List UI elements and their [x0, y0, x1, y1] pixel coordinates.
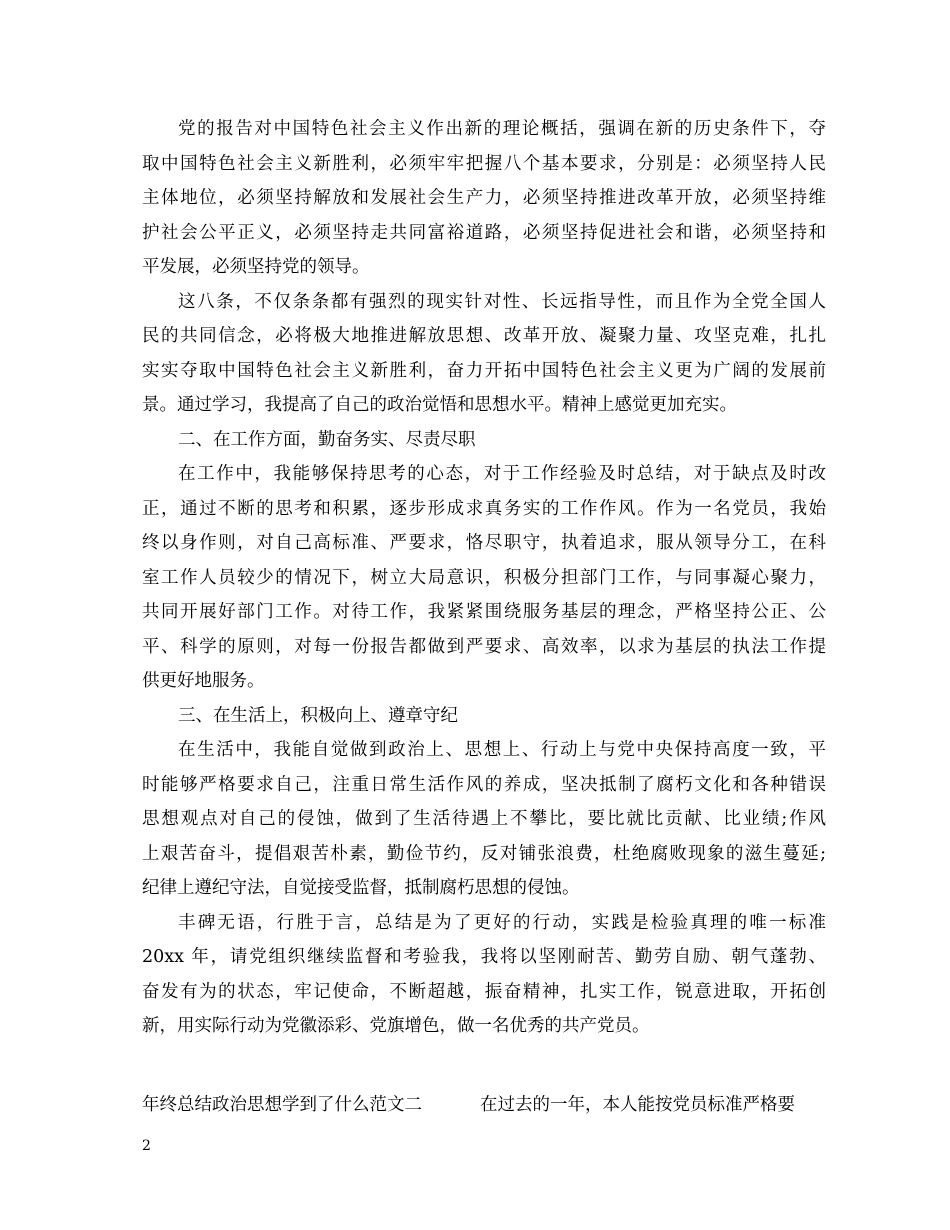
text-line: 取中国特色社会主义新胜利，必须牢牢把握八个基本要求，分别是：必须坚持人民: [142, 153, 826, 174]
document-body: [142, 112, 826, 1044]
text-line: 室工作人员较少的情况下，树立大局意识，积极分担部门工作，与同事凝心聚力，: [142, 567, 826, 588]
text-line: 奋发有为的状态，牢记使命，不断超越，振奋精神，扎实工作，锐意进取，开拓创: [142, 981, 826, 1002]
text-line: 正，通过不断的思考和积累，逐步形成求真务实的工作作风。作为一名党员，我始: [142, 498, 826, 519]
section-title: 年终总结政治思想学到了什么范文二: [142, 1095, 422, 1115]
text-line: 上艰苦奋斗，提倡艰苦朴素，勤俭节约，反对铺张浪费，杜绝腐败现象的滋生蔓延;: [142, 843, 826, 864]
text-line: 三、在生活上，积极向上、遵章守纪: [178, 705, 458, 726]
text-line: 时能够严格要求自己，注重日常生活作风的养成，坚决抵制了腐朽文化和各种错误: [142, 774, 826, 795]
next-section-line: [142, 1088, 826, 1123]
section-intro-text: 在过去的一年，本人能按党员标准严格要: [480, 1095, 795, 1115]
text-line: 护社会公平正义，必须坚持走共同富裕道路，必须坚持促进社会和谐，必须坚持和: [142, 222, 826, 243]
text-line: 供更好地服务。: [142, 671, 265, 691]
text-line: 纪律上遵纪守法，自觉接受监督，抵制腐朽思想的侵蚀。: [142, 878, 580, 898]
text-line: 丰碑无语，行胜于言，总结是为了更好的行动，实践是检验真理的唯一标准: [178, 912, 826, 933]
text-line: 共同开展好部门工作。对待工作，我紧紧围绕服务基层的理念，严格坚持公正、公: [142, 602, 826, 622]
text-line: 景。通过学习，我提高了自己的政治觉悟和思想水平。精神上感觉更加充实。: [142, 395, 737, 415]
text-line: 新，用实际行动为党徽添彩、党旗增色，做一名优秀的共产党员。: [142, 1016, 650, 1036]
text-line: 主体地位，必须坚持解放和发展社会生产力，必须坚持推进改革开放，必须坚持维: [142, 188, 826, 208]
text-line: 平、科学的原则，对每一份报告都做到严要求、高效率，以求为基层的执法工作提: [142, 636, 826, 657]
text-line: 这八条，不仅条条都有强烈的现实针对性、长远指导性，而且作为全党全国人: [178, 291, 826, 312]
text-line: 20xx 年，请党组织继续监督和考验我，我将以坚刚耐苦、勤劳自励、朝气蓬勃、: [142, 947, 826, 967]
text-line: 二、在工作方面，勤奋务实、尽责尽职: [178, 429, 476, 450]
text-line: 平发展，必须坚持党的领导。: [142, 257, 370, 277]
text-line: 民的共同信念，必将极大地推进解放思想、改革开放、凝聚力量、攻坚克难，扎扎: [142, 326, 826, 346]
text-line: 党的报告对中国特色社会主义作出新的理论概括，强调在新的历史条件下，夺: [178, 119, 826, 139]
page-number: 2: [142, 1138, 151, 1154]
text-line: 思想观点对自己的侵蚀，做到了生活待遇上不攀比，要比就比贡献、比业绩;作风: [142, 809, 826, 829]
text-line: 终以身作则，对自己高标准、严要求，恪尽职守，执着追求，服从领导分工，在科: [142, 533, 826, 553]
text-line: 在工作中，我能够保持思考的心态，对于工作经验及时总结，对于缺点及时改: [178, 464, 826, 484]
text-line: 在生活中，我能自觉做到政治上、思想上、行动上与党中央保持高度一致，平: [178, 740, 826, 760]
text-line: 实实夺取中国特色社会主义新胜利，奋力开拓中国特色社会主义更为广阔的发展前: [142, 360, 826, 381]
